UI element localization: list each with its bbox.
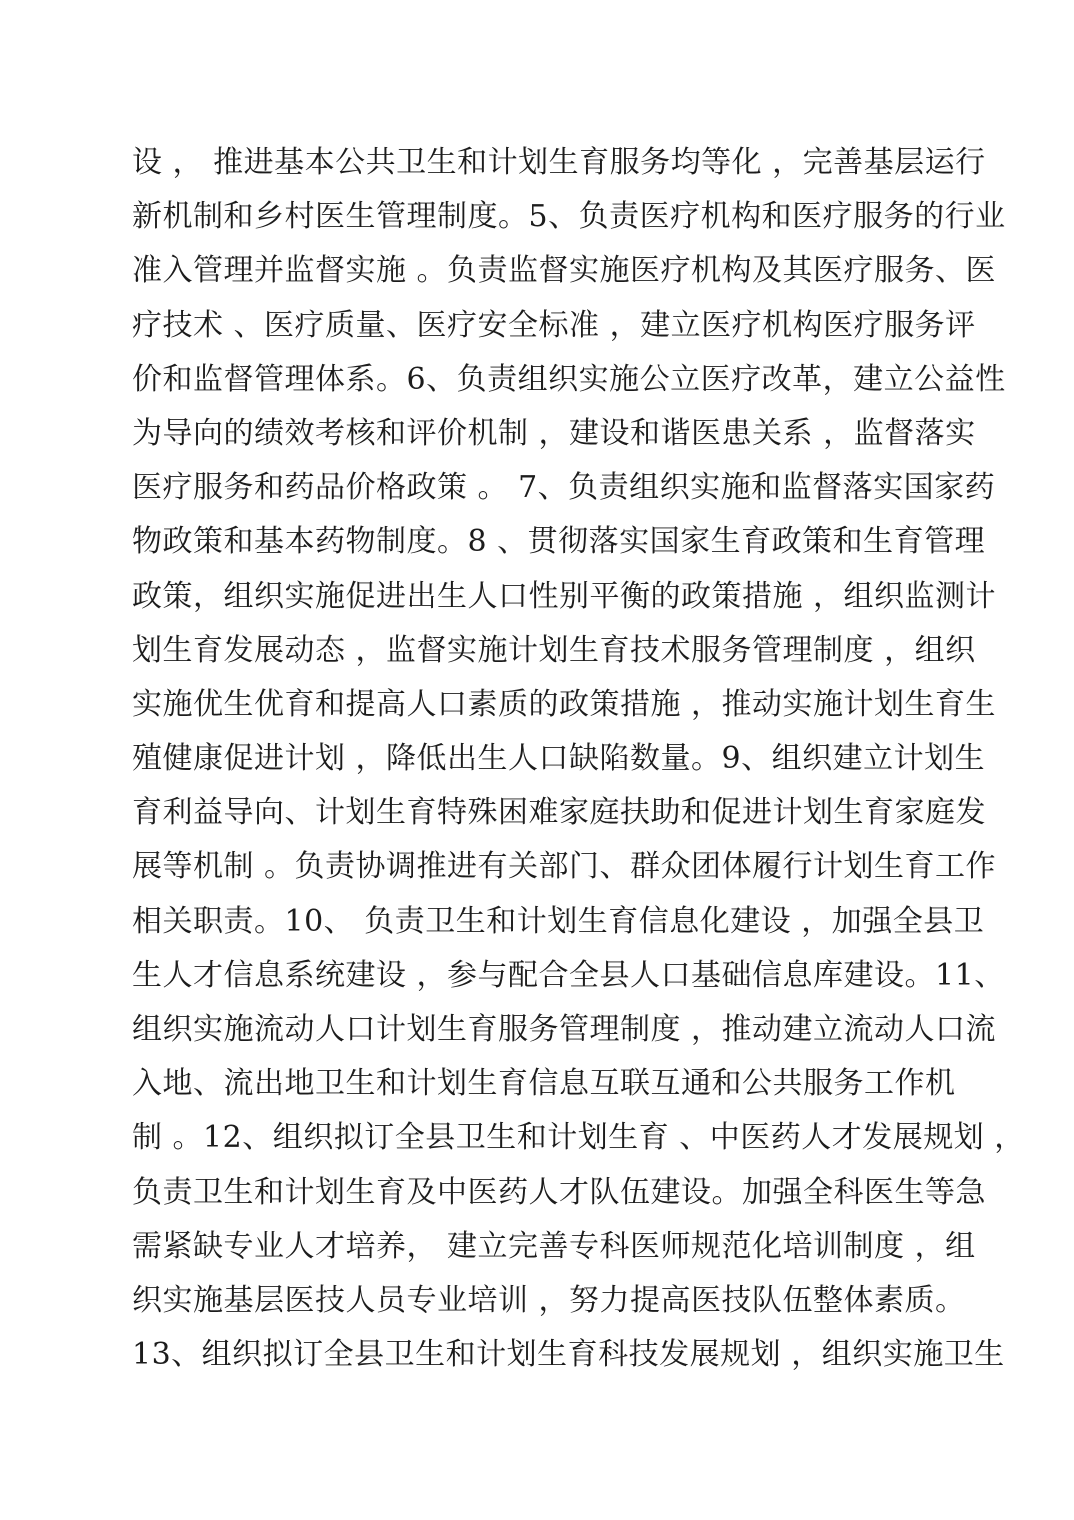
text-line: 政策，组织实施促进出生人口性别平衡的政策措施 ，组织监测计	[132, 578, 997, 614]
text-line: 育利益导向、计划生育特殊困难家庭扶助和促进计划生育家庭发	[132, 795, 986, 831]
text-line: 疗技术 、医疗质量、医疗安全标准 ，建立医疗机构医疗服务评	[132, 307, 976, 343]
text-line: 实施优生优育和提高人口素质的政策措施 ，推动实施计划生育生	[132, 686, 997, 722]
body-text	[132, 136, 1025, 1382]
text-line: 组织实施流动人口计划生育服务管理制度 ，推动建立流动人口流	[132, 1012, 997, 1047]
text-line: 织实施基层医技人员专业培训 ，努力提高医技队伍整体素质。	[132, 1282, 966, 1318]
text-line: 生人才信息系统建设 ，参与配合全县人口基础信息库建设。11、	[132, 957, 1005, 993]
text-line: 划生育发展动态 ，监督实施计划生育技术服务管理制度 ，组织	[132, 632, 976, 668]
text-line: 负责卫生和计划生育及中医药人才队伍建设。加强全科医生等急	[132, 1174, 986, 1210]
text-line: 入地、流出地卫生和计划生育信息互联互通和公共服务工作机	[132, 1066, 956, 1102]
text-line: 制 。12、组织拟订全县卫生和计划生育 、中医药人才发展规划 ，	[132, 1120, 1025, 1156]
text-line: 为导向的绩效考核和评价机制 ，建设和谐医患关系 ，监督落实	[132, 415, 976, 451]
text-line: 物政策和基本药物制度。8 、贯彻落实国家生育政策和生育管理	[132, 524, 986, 560]
text-line: 设 ， 推进基本公共卫生和计划生育服务均等化 ，完善基层运行	[132, 145, 986, 180]
text-line: 价和监督管理体系。6、负责组织实施公立医疗改革，建立公益性	[132, 361, 1006, 397]
text-line: 殖健康促进计划 ，降低出生人口缺陷数量。9、组织建立计划生	[132, 741, 986, 777]
text-line: 相关职责。10、 负责卫生和计划生育信息化建设 ，加强全县卫	[132, 903, 985, 939]
text-line: 准入管理并监督实施 。负责监督实施医疗机构及其医疗服务、医	[132, 253, 997, 289]
text-line: 展等机制 。负责协调推进有关部门、群众团体履行计划生育工作	[132, 849, 997, 885]
text-line: 13、组织拟订全县卫生和计划生育科技发展规划 ，组织实施卫生	[132, 1337, 1005, 1373]
text-line: 需紧缺专业人才培养， 建立完善专科医师规范化培训制度 ，组	[132, 1228, 976, 1264]
text-line: 新机制和乡村医生管理制度。5、负责医疗机构和医疗服务的行业	[132, 199, 1006, 235]
text-line: 医疗服务和药品价格政策 。 7、负责组织实施和监督落实国家药	[132, 470, 996, 506]
